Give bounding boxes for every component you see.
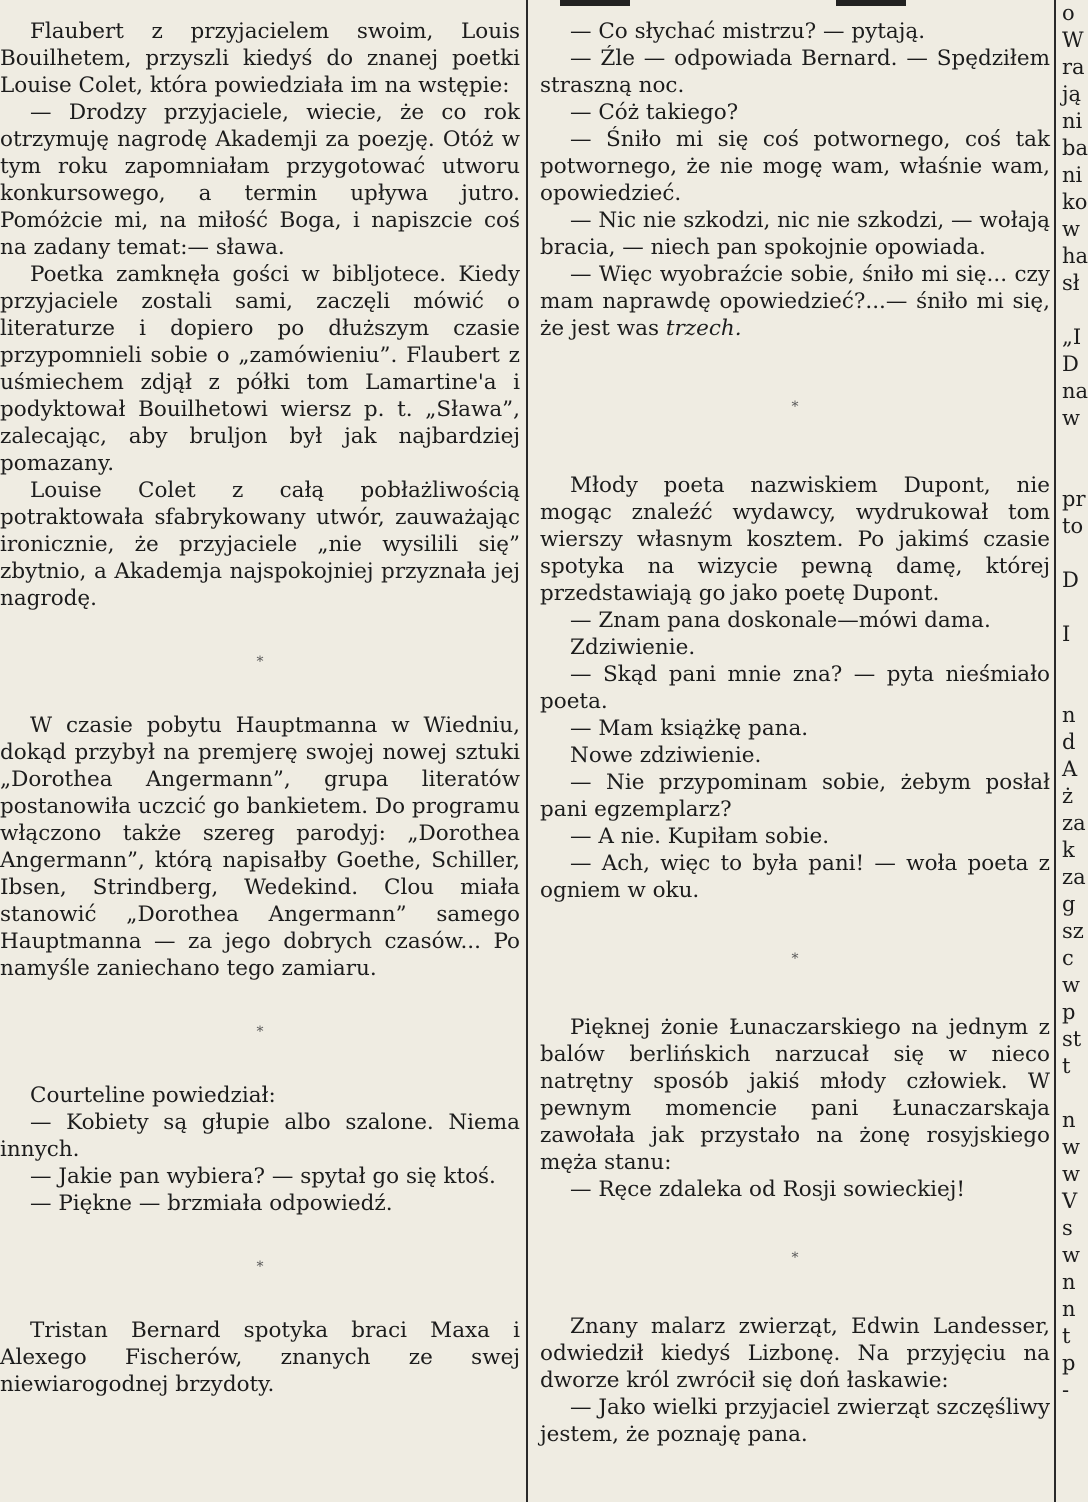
edge-fragment: n bbox=[1062, 703, 1076, 727]
paragraph: — Źle — odpowiada Bernard. — Spędziłem straszną noc. bbox=[540, 46, 1050, 98]
paragraph: Flaubert z przyjacielem swoim, Louis Bouilhetem, przyszli kiedyś do znanej poetki Louise Colet, która powiedziała im na wstępie: bbox=[0, 19, 520, 98]
paragraph: — Ręce zdaleka od Rosji sowieckiej! bbox=[570, 1177, 966, 1202]
paragraph: Nowe zdziwienie. bbox=[570, 743, 762, 768]
separator-star: * bbox=[256, 1023, 264, 1040]
paragraph: Młody poeta nazwiskiem Dupont, nie mogąc znaleźć wydawcy, wydrukował tom wierszy własnym kosztem. Po jakimś czasie spotyka na wizycie pewną damę, której przedstawiają go jako poetę Dupont. bbox=[540, 473, 1050, 606]
paragraph: Tristan Bernard spotyka braci Maxa i Alexego Fischerów, znanych ze swej niewiarogodnej brzydoty. bbox=[0, 1318, 520, 1397]
edge-fragment: w bbox=[1062, 1162, 1080, 1186]
edge-fragment: c bbox=[1062, 946, 1074, 970]
paragraph: — Jako wielki przyjaciel zwierząt szczęśliwy jestem, że poznaję pana. bbox=[540, 1395, 1050, 1447]
separator bbox=[0, 612, 520, 712]
edge-fragment: n bbox=[1062, 1270, 1076, 1294]
edge-fragment: w bbox=[1062, 1243, 1080, 1267]
paragraph bbox=[540, 261, 1050, 342]
anecdote-dupont bbox=[540, 472, 1050, 904]
edge-fragment: t bbox=[1062, 1324, 1071, 1348]
separator bbox=[540, 1203, 1050, 1313]
paragraph: — A nie. Kupiłam sobie. bbox=[570, 824, 830, 849]
paragraph: — Nic nie szkodzi, nic nie szkodzi, — wołają bracia, — niech pan spokojnie opowiada. bbox=[540, 208, 1050, 260]
paragraph: — Skąd pani mnie zna? — pyta nieśmiało poeta. bbox=[540, 662, 1050, 714]
edge-fragment: ha bbox=[1062, 244, 1088, 268]
separator-star: * bbox=[791, 1249, 799, 1266]
edge-fragment bbox=[1062, 432, 1084, 459]
separator bbox=[540, 342, 1050, 472]
edge-fragment: g bbox=[1062, 892, 1076, 916]
column-middle bbox=[540, 18, 1050, 1448]
paragraph: Poetka zamknęła gości w bibljotece. Kiedy przyjaciele zostali sami, zaczęli mówić o literaturze i dopiero po dłuższym czasie przypomnieli sobie o „zamówieniu”. Flaubert z uśmiechem zdjął z półki tom Lamartine'a i podyktował Bouilhetowi wiersz p. t. „Sława”, zalecając, aby bruljon był jak najbardziej pomazany. bbox=[0, 262, 520, 476]
edge-fragment: ko bbox=[1062, 190, 1088, 214]
edge-fragment: ba bbox=[1062, 136, 1088, 160]
paragraph: — Nie przypominam sobie, żebym posłał pani egzemplarz? bbox=[540, 770, 1050, 822]
paragraph: — Kobiety są głupie albo szalone. Niema innych. bbox=[0, 1110, 520, 1162]
separator-star: * bbox=[791, 398, 799, 415]
column-rule-2 bbox=[1054, 0, 1056, 1502]
emphasis-text: trzech. bbox=[665, 316, 742, 341]
paragraph: — Mam książkę pana. bbox=[570, 716, 809, 741]
edge-fragment: st bbox=[1062, 1027, 1082, 1051]
edge-fragment: ż bbox=[1062, 784, 1074, 808]
edge-fragment: w bbox=[1062, 973, 1080, 997]
edge-fragment: ni bbox=[1062, 163, 1083, 187]
anecdote-bernard bbox=[0, 1317, 520, 1398]
paragraph: — Cóż takiego? bbox=[570, 100, 739, 125]
edge-fragment bbox=[1062, 648, 1084, 675]
edge-fragment: w bbox=[1062, 406, 1080, 430]
edge-fragment: A bbox=[1062, 757, 1078, 781]
paragraph: Znany malarz zwierząt, Edwin Landesser, odwiedził kiedyś Lizbonę. Na przyjęciu na dworze król zwrócił się doń łaskawie: bbox=[540, 1314, 1050, 1393]
column-left bbox=[0, 18, 520, 1398]
paragraph: Pięknej żonie Łunaczarskiego na jednym z balów berlińskich narzucał się w nieco natrętny sposób jakiś młody człowiek. W pewnym momencie pani Łunaczarskaja zawołała jak przystało na żonę rosyjskiego męża stanu: bbox=[540, 1015, 1050, 1175]
edge-fragment: pr bbox=[1062, 487, 1086, 511]
edge-fragment bbox=[1062, 297, 1084, 324]
paragraph: Louise Colet z całą pobłażliwością potraktowała sfabrykowany utwór, zauważając ironicznie, że przyjaciele „nie wysilili się” zbytnio, a Akademja najspokojniej przyznała jej nagrodę. bbox=[0, 478, 520, 611]
edge-fragment: za bbox=[1062, 865, 1086, 889]
separator-star: * bbox=[791, 950, 799, 967]
edge-fragment bbox=[1062, 675, 1084, 702]
anecdote-courteline bbox=[0, 1082, 520, 1217]
edge-fragment: na bbox=[1062, 379, 1088, 403]
edge-fragment: n bbox=[1062, 1297, 1076, 1321]
edge-fragment: w bbox=[1062, 217, 1080, 241]
separator-star: * bbox=[256, 653, 264, 670]
paragraph-text: — Więc wyobraźcie sobie, śniło mi się... czy mam naprawdę opowiedzieć?...— śniło mi się, że jest was bbox=[540, 262, 1050, 341]
edge-fragment: p bbox=[1062, 1000, 1076, 1024]
edge-fragment: D bbox=[1062, 352, 1079, 376]
paragraph: — Piękne — brzmiała odpowiedź. bbox=[30, 1191, 393, 1216]
edge-fragment: I bbox=[1062, 622, 1071, 646]
edge-fragment: V bbox=[1062, 1189, 1078, 1213]
edge-fragment: to bbox=[1062, 514, 1084, 538]
paragraph: W czasie pobytu Hauptmanna w Wiedniu, dokąd przybył na premjerę swojej nowej sztuki „Dorothea Angermann”, grupa literatów postanowiła uczcić go bankietem. Do programu włączono także szereg parodyj: „Dorothea Angermann”, którą napisałby Goethe, Schiller, Ibsen, Strindberg, Wedekind. Clou miała stanowić „Dorothea Angermann” samego Hauptmanna — za jego dobrych czasów... Po namyśle zaniechano tego zamiaru. bbox=[0, 713, 521, 981]
edge-fragment: ni bbox=[1062, 109, 1083, 133]
anecdote-lunacharsky bbox=[540, 1014, 1050, 1203]
edge-fragment: w bbox=[1062, 1135, 1080, 1159]
edge-fragment: k bbox=[1062, 838, 1075, 862]
paragraph: Zdziwienie. bbox=[570, 635, 696, 660]
paragraph: Courteline powiedział: bbox=[30, 1083, 276, 1108]
edge-fragment bbox=[1062, 594, 1084, 621]
edge-fragment: - bbox=[1062, 1378, 1070, 1402]
edge-fragment: za bbox=[1062, 811, 1086, 835]
anecdote-hauptmann bbox=[0, 712, 520, 982]
anecdote-bernard-continued bbox=[540, 18, 1050, 342]
column-right-cutoff bbox=[1062, 0, 1088, 1502]
edge-fragment: sz bbox=[1062, 919, 1084, 943]
separator bbox=[0, 982, 520, 1082]
edge-fragment: sł bbox=[1062, 271, 1080, 295]
edge-fragment bbox=[1062, 540, 1084, 567]
paragraph: — Znam pana doskonale—mówi dama. bbox=[570, 608, 991, 633]
anecdote-flaubert bbox=[0, 18, 520, 612]
top-mark-right bbox=[836, 0, 906, 6]
anecdote-landesser bbox=[540, 1313, 1050, 1448]
edge-fragment: s bbox=[1062, 1216, 1073, 1240]
edge-fragment: ra bbox=[1062, 55, 1085, 79]
edge-fragment: D bbox=[1062, 568, 1079, 592]
edge-fragment: „I bbox=[1062, 325, 1082, 349]
separator-star: * bbox=[256, 1258, 264, 1275]
top-mark-left bbox=[560, 0, 630, 6]
column-rule-1 bbox=[526, 0, 528, 1502]
edge-fragment: d bbox=[1062, 730, 1076, 754]
edge-fragment: W bbox=[1062, 28, 1084, 52]
paragraph: — Drodzy przyjaciele, wiecie, że co rok otrzymuję nagrodę Akademji za poezję. Otóż w tym roku zapomniałam przygotować utworu konkursowego, a termin upływa jutro. Pomóżcie mi, na miłość Boga, i napiszcie coś na zadany temat:— sława. bbox=[0, 100, 520, 260]
paragraph: — Ach, więc to była pani! — woła poeta z ogniem w oku. bbox=[540, 851, 1050, 903]
edge-fragment: n bbox=[1062, 1108, 1076, 1132]
paragraph: — Co słychać mistrzu? — pytają. bbox=[570, 19, 926, 44]
edge-fragment: t bbox=[1062, 1054, 1071, 1078]
edge-fragment: o bbox=[1062, 1, 1075, 25]
edge-fragment: p bbox=[1062, 1351, 1076, 1375]
edge-fragment bbox=[1062, 459, 1084, 486]
separator bbox=[540, 904, 1050, 1014]
separator bbox=[0, 1217, 520, 1317]
edge-fragment bbox=[1062, 1080, 1084, 1107]
edge-fragment: ją bbox=[1062, 82, 1082, 106]
paragraph: — Jakie pan wybiera? — spytał go się ktoś. bbox=[30, 1164, 496, 1189]
paragraph: — Śniło mi się coś potwornego, coś tak potwornego, że nie mogę wam, właśnie wam, opowiedzieć. bbox=[540, 127, 1050, 206]
